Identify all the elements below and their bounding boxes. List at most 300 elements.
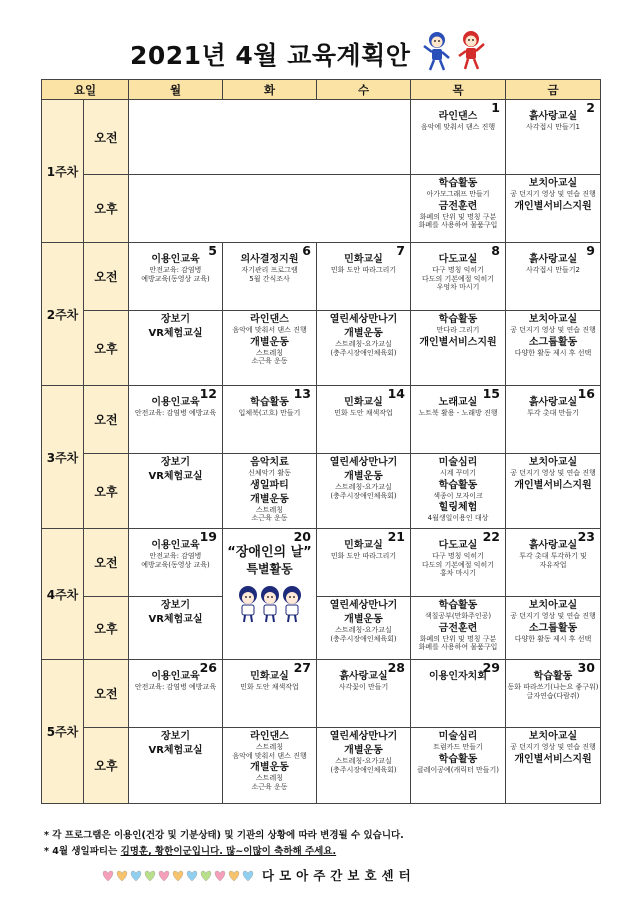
schedule-cell [411, 597, 505, 659]
schedule-cell [506, 454, 600, 528]
week-pm-row [42, 728, 601, 804]
heart-icon [187, 871, 197, 881]
activity-title: 열린세상만나기 [329, 731, 398, 742]
date-number: 26 [199, 660, 217, 675]
activity [506, 314, 600, 335]
activity [411, 337, 505, 349]
activity-detail: 5월 간식조사 [249, 274, 290, 283]
schedule-cell [506, 311, 600, 385]
activity-title: 열린세상만나기 [329, 457, 398, 468]
activity-detail: 공 던지기 영상 및 연습 진행 [510, 612, 596, 620]
activity-detail: 투각 촛대 투각하기 및 [519, 552, 587, 560]
activity-detail: 소근육 운동 [251, 514, 288, 522]
day-cell-fri [506, 175, 601, 243]
day-cell-thu [411, 597, 506, 660]
week-pm-row [42, 597, 601, 660]
schedule-cell [506, 386, 600, 453]
heart-icon [201, 871, 211, 881]
date-number: 9 [586, 243, 595, 258]
activity-detail: 스트레칭-요가교실 [335, 483, 392, 491]
special-event-title: “장애인의 날” [227, 545, 312, 560]
schedule-cell [223, 660, 316, 727]
schedule-cell [129, 529, 222, 596]
empty-cell [129, 175, 411, 243]
activity-detail: 투각 촛대 만들기 [527, 409, 579, 417]
activity [411, 254, 505, 292]
schedule-cell [129, 728, 222, 803]
schedule-cell [317, 311, 410, 385]
activity-detail: 홍차 마시기 [439, 569, 477, 577]
day-cell-fri [506, 597, 601, 660]
activity-detail: 화폐의 단위 및 명칭 구분 [419, 212, 497, 221]
day-cell-mon [129, 386, 223, 454]
activity-detail: 안전교육: 감염병 [149, 266, 202, 274]
activity [129, 540, 222, 569]
activity-title: 금전훈련 [438, 622, 478, 634]
activity [317, 600, 410, 612]
pm-label: 오후 [84, 175, 129, 243]
day-cell-tue [223, 660, 317, 728]
activity-title: 개별운동 [344, 745, 383, 756]
activity [506, 201, 600, 213]
schedule-cell [506, 597, 600, 659]
activity-detail: 자기관리 프로그램 [241, 266, 298, 274]
day-cell-fri [506, 660, 601, 728]
week-am-row [42, 386, 601, 454]
activity-detail: 민화 도안 채색작업 [334, 409, 393, 417]
activity-detail: 트럼카드 만들기 [433, 743, 483, 751]
day-cell-mon [129, 728, 223, 804]
activity [506, 178, 600, 199]
footer [0, 866, 636, 886]
activity [411, 623, 505, 652]
day-cell-tue [223, 454, 317, 529]
activity-detail: 우엉차 마시기 [436, 283, 480, 291]
activity-detail: 예방교육(동영상 교육) [141, 560, 210, 569]
pm-label: 오후 [84, 311, 129, 386]
day-cell-thu [411, 100, 506, 175]
date-number: 2 [586, 100, 595, 115]
schedule-cell [129, 243, 222, 310]
heart-icon [145, 871, 155, 881]
activity [223, 731, 316, 760]
activity-title: 개별운동 [344, 328, 383, 339]
activity [223, 337, 316, 366]
date-number: 27 [293, 660, 311, 675]
date-number: 20 [293, 529, 311, 544]
weekday-header: 요일 [42, 80, 129, 100]
am-label: 오전 [84, 243, 129, 311]
schedule-cell [129, 660, 222, 727]
activity [506, 457, 600, 478]
activity-title: 민화교실 [344, 254, 383, 265]
day-cell-thu [411, 175, 506, 243]
am-label: 오전 [84, 660, 129, 728]
schedule-cell [317, 597, 410, 659]
am-label: 오전 [84, 100, 129, 175]
activity-title: 음악치료 [250, 457, 289, 468]
schedule-cell [223, 386, 316, 453]
activity-title: 보치아교실 [528, 314, 578, 325]
activity-detail: 글자연습(다람쥐) [526, 691, 580, 700]
activity-title: 개인별서비스지원 [419, 336, 497, 348]
activity [129, 328, 222, 340]
activity-title: 보치아교실 [528, 600, 578, 611]
activity-title: 노래교실 [438, 397, 478, 408]
activity-detail: 스트레칭 [255, 505, 284, 514]
activity-detail: (충주시장애인체육회) [330, 491, 397, 500]
schedule-cell [223, 243, 316, 310]
week-am-row [42, 660, 601, 728]
activity [411, 754, 505, 775]
date-number: 15 [482, 386, 500, 401]
activity-title: 흙사랑교실 [528, 254, 578, 265]
activity-title: 다도교실 [438, 540, 478, 551]
date-number: 6 [302, 243, 311, 258]
week-am-row [42, 529, 601, 597]
activity-title: 이용인교육 [151, 397, 200, 408]
day-cell-thu [411, 660, 506, 728]
activity [129, 731, 222, 743]
pm-label: 오후 [84, 454, 129, 529]
activity-detail: 다도의 기본예절 익히기 [421, 560, 495, 569]
activity-title: 미술심리 [438, 457, 478, 468]
schedule-cell [223, 454, 316, 528]
day-cell-fri [506, 454, 601, 529]
schedule-cell [411, 529, 505, 596]
activity-title: 보치아교실 [528, 731, 578, 742]
activity-detail: 사각접시 만들기1 [525, 123, 580, 131]
activity [317, 745, 410, 774]
pm-label: 오후 [84, 597, 129, 660]
activity [129, 600, 222, 612]
activity [317, 731, 410, 743]
activity-title: 개인별서비스지원 [514, 200, 592, 212]
day-cell-mon [129, 597, 223, 660]
schedule-cell [223, 728, 316, 803]
pm-label: 오후 [84, 728, 129, 804]
activity [506, 480, 600, 492]
schedule-cell [223, 311, 316, 385]
activity-detail: 예방교육(동영상 교육) [141, 274, 210, 283]
activity-title: 보치아교실 [528, 457, 578, 468]
activity-detail: 만다라 그리기 [436, 326, 480, 334]
empty-cell [129, 100, 411, 175]
activity-detail: 시계 꾸미기 [439, 469, 477, 477]
schedule-cell [317, 386, 410, 453]
schedule-cell [411, 311, 505, 385]
activity-title: 이용인자치회 [429, 671, 487, 682]
heart-icon [229, 871, 239, 881]
heart-icon [215, 871, 225, 881]
activity-title: 이용인교육 [151, 671, 200, 682]
day-cell-fri [506, 243, 601, 311]
activity [129, 745, 222, 757]
activity [223, 762, 316, 791]
heart-icon [131, 871, 141, 881]
activity-title: 이용인교육 [151, 254, 200, 265]
special-event-subtitle: 특별활동 [246, 562, 293, 576]
activity-detail: 스트레칭-요가교실 [335, 757, 392, 765]
activity-title: 장보기 [161, 457, 190, 468]
activity-title: 학습활동 [438, 753, 478, 765]
day-header-mon: 월 [129, 80, 223, 100]
day-cell-thu [411, 728, 506, 804]
activity [411, 178, 505, 199]
date-number: 7 [396, 243, 405, 258]
activity-detail: 공 던지기 영상 및 연습 진행 [510, 326, 596, 334]
schedule-cell [317, 243, 410, 310]
am-label: 오전 [84, 386, 129, 454]
schedule-cell [129, 454, 222, 528]
heart-icon [173, 871, 183, 881]
activity-detail: 사각접시 만들기2 [525, 266, 580, 274]
activity-title: 학습활동 [250, 397, 289, 408]
activity [223, 480, 316, 492]
activity-detail: 다도의 기본예절 익히기 [421, 274, 495, 283]
activity-detail: 신체악기 활동 [248, 469, 291, 477]
week-am-row [42, 100, 601, 175]
activity-title: 다도교실 [438, 254, 478, 265]
schedule-cell [129, 386, 222, 453]
schedule-cell [317, 529, 410, 596]
header-row [42, 80, 601, 100]
day-cell-thu [411, 243, 506, 311]
am-label: 오전 [84, 529, 129, 597]
activity-detail: 동화 따라쓰기(나는요 좋구워) [507, 683, 599, 691]
week-label: 1주차 [42, 100, 84, 243]
note-birthday-prefix: * 4월 생일파티는 [44, 846, 121, 857]
activity-title: 개인별서비스지원 [514, 479, 592, 491]
activity-title: 열린세상만나기 [329, 600, 398, 611]
activity-detail: 스트레칭-요가교실 [335, 626, 392, 634]
activity-title: 금전훈련 [438, 200, 478, 212]
activity-title: 장보기 [161, 600, 190, 611]
activity-title: 라인댄스 [250, 731, 289, 742]
day-header-wed: 수 [317, 80, 411, 100]
activity-title: 장보기 [161, 314, 190, 325]
activity [411, 480, 505, 501]
activity-title: 이용인교육 [151, 540, 200, 551]
activity-detail: 스트레칭-요가교실 [335, 340, 392, 348]
day-cell-tue [223, 386, 317, 454]
activity-detail: 다양한 활동 제시 후 선택 [514, 634, 592, 643]
activity-title: 개인별서비스지원 [514, 753, 592, 765]
activity-title: 개별운동 [344, 614, 383, 625]
date-number: 19 [199, 529, 217, 544]
activity-title: 미술심리 [438, 731, 478, 742]
activity-title: 학습활동 [438, 600, 478, 611]
schedule-cell [506, 728, 600, 803]
day-cell-wed [317, 728, 411, 804]
activity-title: 라인댄스 [438, 111, 478, 122]
activity [129, 471, 222, 483]
date-number: 28 [387, 660, 405, 675]
date-number: 8 [491, 243, 500, 258]
week-label: 3주차 [42, 386, 84, 529]
day-cell-mon [129, 311, 223, 386]
activity-detail: 공 던지기 영상 및 연습 진행 [510, 743, 596, 751]
activity-title: 생일파티 [250, 479, 289, 491]
day-cell-fri [506, 100, 601, 175]
schedule-cell [411, 386, 505, 453]
schedule-cell [411, 728, 505, 803]
activity-detail: 화폐를 사용하여 물품구입 [418, 221, 498, 229]
activity [129, 614, 222, 626]
activity-detail: 소근육 운동 [251, 357, 288, 365]
day-cell-fri [506, 311, 601, 386]
date-number: 30 [577, 660, 595, 675]
activity-detail: 안전교육: 감염병 [149, 552, 202, 560]
date-number: 13 [293, 386, 311, 401]
activity [411, 457, 505, 478]
activity-detail: (충주시장애인체육회) [330, 765, 397, 774]
schedule-cell [506, 175, 600, 242]
activity-title: 의사결정지원 [240, 254, 299, 265]
schedule-cell [129, 597, 222, 659]
activity [411, 314, 505, 335]
activity-detail: 음악에 맞춰서 댄스 진행 [232, 751, 307, 760]
activity-detail: (충주시장애인체육회) [330, 634, 397, 643]
activity-title: 힐링체험 [438, 502, 478, 513]
special-event-cell [223, 529, 316, 659]
activity-title: 학습활동 [438, 479, 478, 491]
activity-title: VR체험교실 [148, 745, 203, 756]
activity-title: 흙사랑교실 [528, 397, 578, 408]
heart-icon [117, 871, 127, 881]
activity-title: VR체험교실 [148, 614, 203, 625]
activity [411, 731, 505, 752]
schedule-cell [411, 660, 505, 727]
activity-detail: 음악에 맞춰서 댄스 진행 [420, 123, 496, 131]
day-cell-tue [223, 243, 317, 311]
activity-title: 흙사랑교실 [339, 671, 388, 682]
activity-title: 민화교실 [250, 671, 289, 682]
day-cell-thu [411, 454, 506, 529]
red-mascot [459, 31, 484, 69]
activity [411, 201, 505, 230]
date-number: 21 [387, 529, 405, 544]
activity [223, 314, 316, 335]
activity-detail: 화폐를 사용하여 물품구입 [418, 643, 498, 651]
activity-title: 민화교실 [344, 397, 383, 408]
activity [317, 471, 410, 500]
schedule-cell [506, 243, 600, 310]
activity-detail: 스트레칭 [255, 348, 284, 357]
day-cell-wed [317, 597, 411, 660]
activity [506, 731, 600, 752]
day-header-fri: 금 [506, 80, 601, 100]
day-cell-fri [506, 529, 601, 597]
heart-icon [159, 871, 169, 881]
activity-title: 라인댄스 [250, 314, 289, 325]
activity-detail: 아가모그래프 만들기 [426, 190, 490, 198]
activity-title: 개별운동 [250, 493, 289, 505]
schedule-cell [317, 454, 410, 528]
activity [223, 457, 316, 478]
day-cell-thu [411, 529, 506, 597]
activity-title: 개별운동 [250, 336, 289, 348]
day-cell-fri [506, 386, 601, 454]
activity [317, 328, 410, 357]
activity-detail: 안전교육: 감염병 예방교육 [134, 409, 217, 417]
activity [506, 671, 600, 700]
activity-detail: 입체북(고흐) 만들기 [238, 409, 301, 417]
activity [506, 600, 600, 621]
date-number: 23 [577, 529, 595, 544]
activity [506, 623, 600, 644]
blue-mascot [424, 32, 449, 70]
activity-detail: 공 던지기 영상 및 연습 진행 [510, 190, 596, 198]
activity [129, 314, 222, 326]
note-change-notice: * 각 프로그램은 이용인(건강 및 기분상태) 및 기관의 상황에 따라 변경될 수 있습니다. [44, 830, 404, 841]
activity [129, 254, 222, 283]
schedule-cell [411, 175, 505, 242]
week-label: 4주차 [42, 529, 84, 660]
title-area [0, 30, 636, 74]
activity-detail: 사각꽃이 만들기 [338, 683, 389, 691]
week-label: 2주차 [42, 243, 84, 386]
date-number: 16 [577, 386, 595, 401]
children-illustration [237, 583, 303, 623]
activity-title: 개별운동 [344, 471, 383, 482]
activity-title: 소그룹활동 [528, 622, 578, 634]
note-birthday-names: 김명훈, 황한이군입니다. 많~이많이 축하해 주세요. [120, 846, 337, 857]
activity-detail: 화폐의 단위 및 명칭 구분 [419, 634, 497, 643]
activity-detail: (충주시장애인체육회) [330, 348, 397, 357]
activity-title: 흙사랑교실 [528, 540, 578, 551]
activity [411, 502, 505, 523]
activity [411, 540, 505, 578]
date-number: 14 [387, 386, 405, 401]
date-number: 12 [199, 386, 217, 401]
schedule-cell [411, 243, 505, 310]
activity-detail: 소근육 운동 [251, 782, 288, 791]
day-cell-tue [223, 311, 317, 386]
activity-detail: 민화 도안 채색작업 [240, 683, 299, 691]
day-cell-wed [317, 311, 411, 386]
schedule-cell [506, 100, 600, 174]
activity-detail: 다구 명칭 익히기 [432, 266, 484, 274]
activity-detail: 자유작업 [539, 560, 567, 569]
activity-detail: 스트레칭 [255, 774, 284, 782]
activity-detail: 다양한 활동 제시 후 선택 [514, 348, 592, 357]
schedule-cell [129, 311, 222, 385]
activity-title: 개별운동 [250, 762, 289, 773]
day-cell-wed [317, 243, 411, 311]
activity-detail: 스트레칭 [255, 743, 284, 751]
activity-title: 열린세상만나기 [329, 314, 398, 325]
schedule-cell [411, 100, 505, 174]
activity-detail: 4월생일이용인 대상 [427, 514, 489, 522]
schedule-cell [506, 660, 600, 727]
activity [129, 457, 222, 469]
activity-detail: 안전교육: 감염병 예방교육 [134, 683, 217, 691]
week-am-row [42, 243, 601, 311]
schedule-body [42, 100, 601, 804]
notes [44, 828, 604, 860]
activity-detail: 클레이공예(캐릭터 만들기) [416, 765, 500, 774]
week-pm-row [42, 175, 601, 243]
activity [317, 314, 410, 326]
activity-detail: 다구 명칭 익히기 [432, 552, 484, 560]
activity-detail: 민화 도안 따라그리기 [330, 552, 397, 560]
activity-detail: 색종이 모자이크 [433, 491, 483, 500]
activity [317, 457, 410, 469]
activity [411, 600, 505, 621]
date-number: 29 [482, 660, 500, 675]
activity-title: 학습활동 [438, 314, 478, 325]
